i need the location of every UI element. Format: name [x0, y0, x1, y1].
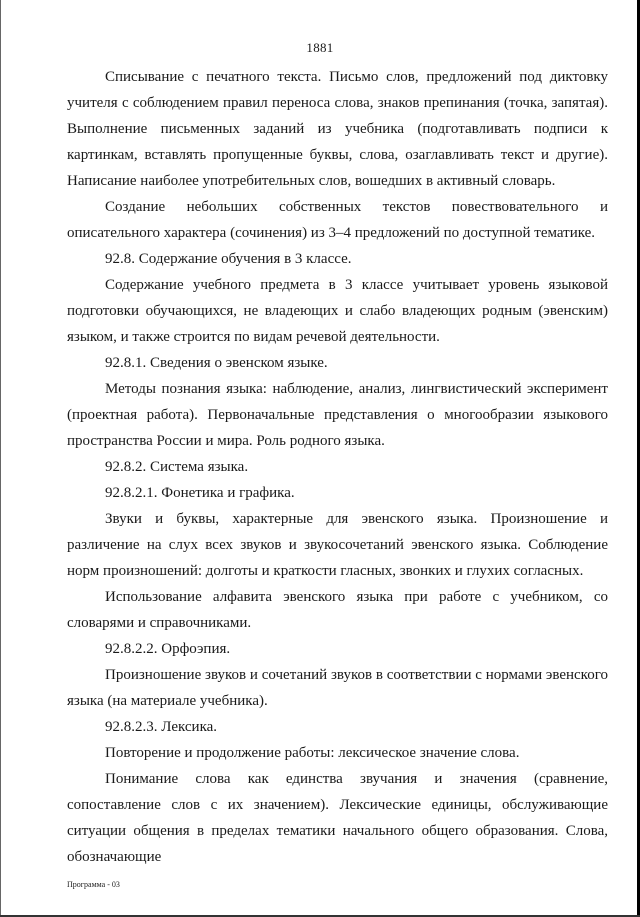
paragraph-alphabet-use: Использование алфавита эвенского языка при работе с учебником, со словарями и справочниками. — [67, 589, 608, 631]
section-heading-grade-3: 92.8. Содержание обучения в 3 классе. — [105, 251, 352, 267]
paragraph-sounds-letters: Звуки и буквы, характерные для эвенского языка. Произношение и различение на слух всех звуков и звукосочетаний эвенского языка. Соблюдение норм произношений: долготы и краткости гласных, звонких и глухих согласных. — [67, 511, 608, 579]
footer-program-code: Программа - 03 — [67, 880, 120, 889]
document-body — [67, 64, 608, 870]
paragraph-language-methods: Методы познания языка: наблюдение, анализ, лингвистический эксперимент (проектная работа). Первоначальные представления о многообразии языкового пространства России и мира. Роль родного языка. — [67, 381, 608, 449]
paragraph-grade-3-content: Содержание учебного предмета в 3 классе учитывает уровень языковой подготовки обучающихся, не владеющих и слабо владеющих родным (эвенским) языком, и также строится по видам речевой деятельности. — [67, 277, 608, 345]
section-heading-language-system: 92.8.2. Система языка. — [105, 459, 249, 475]
section-heading-even-language-info: 92.8.1. Сведения о эвенском языке. — [105, 355, 328, 371]
section-heading-lexicon: 92.8.2.3. Лексика. — [105, 719, 218, 735]
paragraph-lexical-repeat: Повторение и продолжение работы: лексическое значение слова. — [105, 745, 520, 761]
paragraph-text-creation: Создание небольших собственных текстов повествовательного и описательного характера (сочинения) из 3–4 предложений по доступной тематике. — [67, 199, 608, 241]
paragraph-word-meaning: Понимание слова как единства звучания и значения (сравнение, сопоставление слов с их значением). Лексические единицы, обслуживающие ситуации общения в пределах тематики начального общего образования. Слова, обозначающие — [67, 771, 608, 865]
paragraph-pronunciation: Произношение звуков и сочетаний звуков в соответствии с нормами эвенского языка (на материале учебника). — [67, 667, 608, 709]
page-number: 1881 — [306, 40, 334, 55]
paragraph-writing: Списывание с печатного текста. Письмо слов, предложений под диктовку учителя с соблюдением правил переноса слова, знаков препинания (точка, запятая). Выполнение письменных заданий из учебника (подготавливать подписи к картинкам, вставлять пропущенные буквы, слова, озаглавливать текст и другие). Написание наиболее употребительных слов, вошедших в активный словарь. — [67, 69, 608, 189]
section-heading-phonetics: 92.8.2.1. Фонетика и графика. — [105, 485, 295, 501]
section-heading-orthoepy: 92.8.2.2. Орфоэпия. — [105, 641, 231, 657]
page-edge-left — [0, 0, 1, 917]
